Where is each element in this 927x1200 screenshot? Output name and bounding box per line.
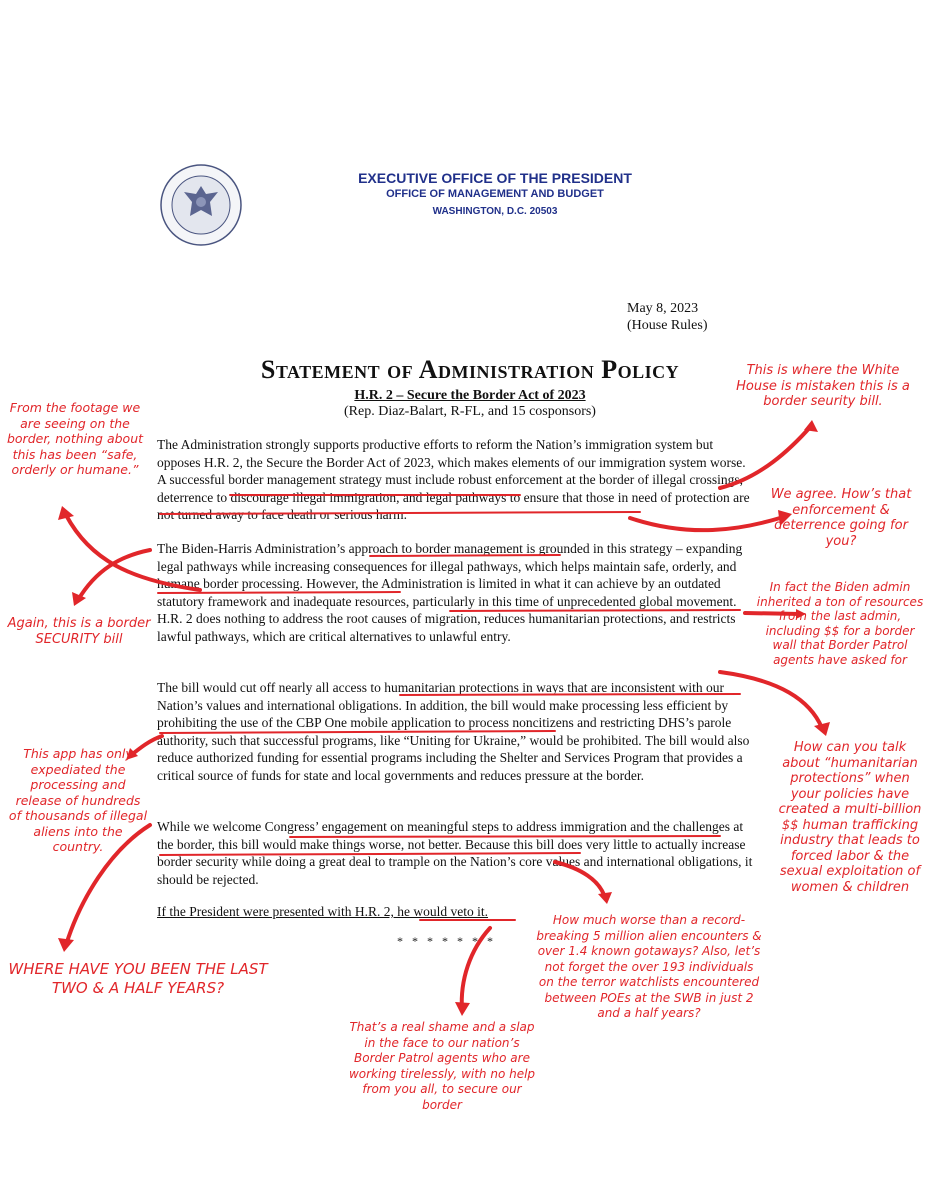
arrow-white-house	[720, 425, 812, 488]
bill-subtitle: H.R. 2 – Secure the Border Act of 2023	[354, 388, 586, 403]
note-footage: From the footage we are seeing on the border, nothing about this has been “safe, orderly or humane.”	[6, 400, 144, 477]
letterhead-line-2: OFFICE OF MANAGEMENT AND BUDGET	[386, 188, 604, 200]
page-title: Statement of Administration Policy	[260, 355, 680, 384]
note-where: WHERE HAVE YOU BEEN THE LAST TWO & A HALF YEARS?	[8, 960, 268, 997]
note-shame: That’s a real shame and a slap in the face to our nation’s Border Patrol agents who are working tirelessly, with no help from you all, to secure our border	[348, 1020, 536, 1112]
note-humanitarian: How can you talk about “humanitarian protections” when your policies have created a multi-billion $$ human trafficking industry that leads to forced labor & the sexual exploitation of women & children	[778, 740, 922, 895]
paragraph-4: While we welcome Congress’ engagement on meaningful steps to address immigration and the challenges at the border, this bill would make things worse, not better. Because this bill does very little to actually increase border security while doing a great deal to trample on the Nation’s core values and international obligations, it should be rejected.	[157, 819, 753, 887]
underline-make-worse	[160, 853, 580, 855]
arrow-humanitarian	[720, 672, 822, 728]
note-we-agree: We agree. How’s that enforcement & deterrence going for you?	[770, 487, 912, 549]
paragraph-2: The Biden-Harris Administration’s approach to border management is grounded in this strategy – expanding legal pathways while increasing consequences for illegal pathways, which helps maintain safe, orderly, and humane border processing. However, the Administration is limited in what it can achieve by an outdated statutory framework and inadequate resources, particularly in this time of unprecedented global movement. H.R. 2 does nothing to address the root causes of migration, reduces humanitarian protections, and restricts lawful pathways, which are critical alternatives to unlawful entry.	[157, 541, 743, 644]
note-app: This app has only expediated the processing and release of hundreds of thousands of illegal aliens into the country.	[8, 746, 148, 854]
end-stars: * * * * * * *	[397, 934, 496, 948]
note-white-house: This is where the White House is mistaken this is a border seurity bill.	[736, 363, 910, 409]
letterhead-line-1: EXECUTIVE OFFICE OF THE PRESIDENT	[358, 170, 632, 186]
arrow-shame	[462, 928, 490, 1010]
letterhead-line-3: WASHINGTON, D.C. 20503	[432, 206, 558, 217]
underline-approach	[370, 555, 560, 556]
paragraph-veto: If the President were presented with H.R. 2, he would veto it.	[157, 904, 489, 919]
underline-cbp-one	[160, 731, 555, 733]
underline-resources	[450, 610, 740, 611]
arrow-how-worse	[555, 862, 605, 898]
note-inherited: In fact the Biden admin inherited a ton of resources from the last admin, including $$ for a border wall that Border Patrol agents have asked for	[756, 580, 924, 667]
underline-safe-orderly	[158, 592, 400, 593]
underline-congress	[290, 836, 720, 837]
paragraph-3: The bill would cut off nearly all access to humanitarian protections in ways that are inconsistent with our Nation’s values and international obligations. In addition, the bill would make processing less efficient by prohibiting the use of the CBP One mobile application to process noncitizens and restricting DHS’s parole authority, such that successful programs, like “Uniting for Ukraine,” would be prohibited. The bill would also reduce authorized funding for essential programs including the Shelter and Services Program that provides a critical source of funds for state and local governments and reduces pressure at the border.	[157, 680, 750, 783]
note-how-much-worse: How much worse than a record-breaking 5 million alien encounters & over 1.4 known gotaways? Also, let’s not forget the over 193 individuals on the terror watchlists encountered between POEs at the SWB in just 2 and a half years?	[536, 913, 762, 1020]
bill-sponsors: (Rep. Diaz-Balart, R-FL, and 15 cosponsors)	[344, 404, 596, 419]
paragraph-1: The Administration strongly supports productive efforts to reform the Nation’s immigration system but opposes H.R. 2, the Secure the Border Act of 2023, which makes elements of our immigration system worse. A successful border management strategy must include robust enforcement at the border of illegal crossings, deterrence to discourage illegal immigration, and legal pathways to ensure that those in need of protection are not turned away to face death or serious harm.	[157, 437, 750, 523]
underline-humanitarian	[400, 694, 740, 695]
date-context: (House Rules)	[627, 318, 708, 333]
note-security-bill: Again, this is a border SECURITY bill	[7, 616, 151, 647]
underline-protection	[160, 512, 640, 514]
date-text: May 8, 2023	[627, 301, 699, 316]
